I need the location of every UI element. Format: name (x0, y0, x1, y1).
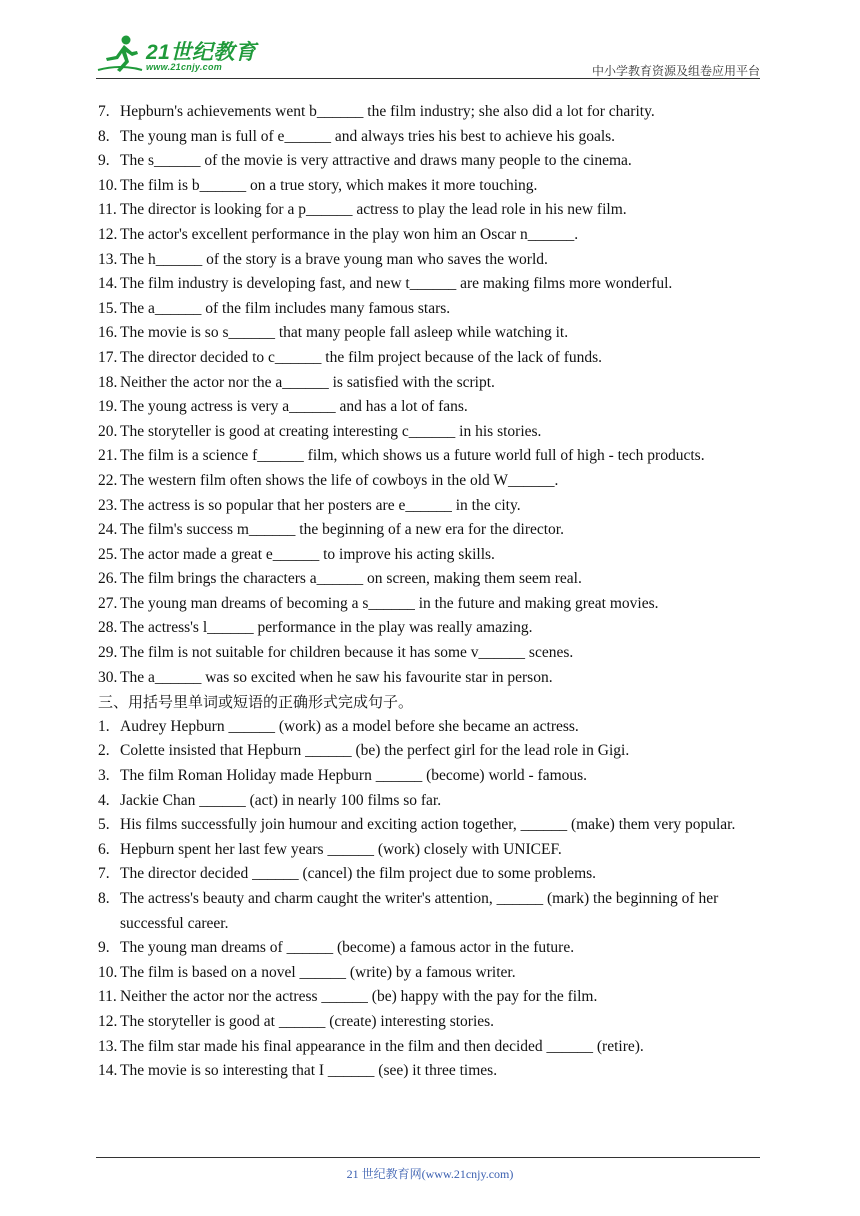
question-item (98, 1035, 758, 1060)
question-item (98, 125, 758, 150)
question-number: 10. (98, 176, 118, 194)
logo-text: 21世纪教育 (146, 41, 257, 64)
question-number: 25. (98, 545, 118, 563)
question-item (98, 666, 758, 691)
question-item (98, 862, 758, 887)
question-item (98, 346, 758, 371)
question-text: The film brings the characters a______ on screen, making them seem real. (120, 570, 582, 588)
question-text: The film Roman Holiday made Hepburn ______ (become) world - famous. (120, 767, 588, 785)
question-item (98, 198, 758, 223)
question-item (98, 543, 758, 568)
question-text: The storyteller is good at ______ (create) interesting stories. (120, 1012, 495, 1030)
question-number: 22. (98, 471, 118, 489)
question-text: The director decided to c______ the film project because of the lack of funds. (120, 348, 603, 366)
question-text: Neither the actor nor the actress ______ (be) happy with the pay for the film. (120, 988, 598, 1006)
question-item (98, 371, 758, 396)
question-item (98, 174, 758, 199)
question-number: 11. (98, 988, 117, 1006)
question-text: The director decided ______ (cancel) the film project due to some problems. (120, 865, 597, 883)
question-number: 12. (98, 225, 118, 243)
question-text: The film is not suitable for children because it has some v______ scenes. (120, 644, 574, 662)
question-number: 5. (98, 816, 110, 834)
question-number: 19. (98, 398, 118, 416)
question-text: The film is a science f______ film, which shows us a future world full of high - tech products. (120, 447, 705, 465)
footer-divider (96, 1157, 760, 1158)
question-number: 28. (98, 619, 118, 637)
question-item (98, 592, 758, 617)
question-number: 18. (98, 373, 118, 391)
question-text: The director is looking for a p______ actress to play the lead role in his new film. (120, 201, 627, 219)
question-text: The s______ of the movie is very attractive and draws many people to the cinema. (120, 152, 632, 170)
question-text: The young man dreams of becoming a s______ in the future and making great movies. (120, 594, 659, 612)
question-text: The h______ of the story is a brave young man who saves the world. (120, 250, 548, 268)
question-text: The film industry is developing fast, and new t______ are making films more wonderful. (120, 275, 673, 293)
question-text: The film star made his final appearance in the film and then decided ______ (retire). (120, 1037, 644, 1055)
question-number: 9. (98, 939, 110, 957)
question-item (98, 272, 758, 297)
question-text: Neither the actor nor the a______ is satisfied with the script. (120, 373, 495, 391)
question-number: 26. (98, 570, 118, 588)
question-item (98, 494, 758, 519)
question-item (98, 887, 758, 936)
question-text: Hepburn's achievements went b______ the film industry; she also did a lot for charity. (120, 103, 655, 120)
question-number: 30. (98, 668, 118, 686)
question-number: 7. (98, 865, 110, 883)
question-text: The a______ of the film includes many famous stars. (120, 299, 451, 317)
section-heading: 三、用括号里单词或短语的正确形式完成句子。 (98, 693, 414, 712)
question-text: Hepburn spent her last few years ______ (work) closely with UNICEF. (120, 840, 562, 858)
question-number: 21. (98, 447, 118, 465)
page-header (96, 34, 760, 78)
question-item (98, 813, 758, 838)
question-item (98, 1059, 758, 1084)
question-item (98, 469, 758, 494)
question-number: 12. (98, 1012, 118, 1030)
question-item (98, 321, 758, 346)
question-item (98, 395, 758, 420)
question-number: 11. (98, 201, 117, 219)
question-text: The film's success m______ the beginning of a new era for the director. (120, 521, 564, 539)
question-item (98, 985, 758, 1010)
question-number: 13. (98, 250, 118, 268)
question-number: 8. (98, 890, 110, 907)
question-number: 8. (98, 127, 110, 145)
page-footer: 21 世纪教育网(www.21cnjy.com) (346, 1167, 514, 1181)
question-number: 7. (98, 103, 110, 120)
question-text: The film is b______ on a true story, which makes it more touching. (120, 176, 538, 194)
question-text: The young man dreams of ______ (become) a famous actor in the future. (120, 939, 575, 957)
question-number: 15. (98, 299, 118, 317)
question-text: The movie is so interesting that I ______ (see) it three times. (120, 1062, 498, 1080)
runner-logo-icon (96, 34, 144, 78)
site-logo (96, 34, 266, 78)
header-divider (96, 78, 760, 79)
question-number: 27. (98, 594, 118, 612)
question-text: The actress's l______ performance in the play was really amazing. (120, 619, 533, 637)
question-number: 29. (98, 644, 118, 662)
question-item (98, 149, 758, 174)
question-text: The actress's beauty and charm caught the writer's attention, ______ (mark) the beginning of her successful career. (120, 890, 719, 932)
header-tagline: 中小学教育资源及组卷应用平台 (591, 64, 760, 78)
question-item (98, 420, 758, 445)
logo-url: www.21cnjy.com (146, 62, 223, 72)
question-text: The movie is so s______ that many people fall asleep while watching it. (120, 324, 569, 342)
question-text: Jackie Chan ______ (act) in nearly 100 films so far. (120, 791, 442, 809)
question-item (98, 641, 758, 666)
question-number: 10. (98, 963, 118, 981)
question-number: 14. (98, 275, 118, 293)
question-item (98, 616, 758, 641)
question-number: 9. (98, 152, 110, 170)
question-number: 2. (98, 742, 110, 760)
question-item (98, 297, 758, 322)
question-item (98, 789, 758, 814)
question-item (98, 1010, 758, 1035)
question-number: 14. (98, 1062, 118, 1080)
question-item (98, 936, 758, 961)
question-text: The actress is so popular that her posters are e______ in the city. (120, 496, 521, 514)
question-text: The storyteller is good at creating interesting c______ in his stories. (120, 422, 542, 440)
question-number: 24. (98, 521, 118, 539)
question-text: The western film often shows the life of cowboys in the old W______. (120, 471, 559, 489)
question-item (98, 444, 758, 469)
worksheet-content (98, 100, 758, 1084)
question-item (98, 838, 758, 863)
question-text: The young man is full of e______ and always tries his best to achieve his goals. (120, 127, 616, 145)
question-number: 23. (98, 496, 118, 514)
question-text: Colette insisted that Hepburn ______ (be) the perfect girl for the lead role in Gigi. (120, 742, 630, 760)
question-item (98, 764, 758, 789)
question-number: 1. (98, 717, 110, 735)
question-number: 20. (98, 422, 118, 440)
question-item (98, 715, 758, 740)
question-text: His films successfully join humour and exciting action together, ______ (make) them very popular. (120, 816, 736, 834)
question-item (98, 248, 758, 273)
question-text: Audrey Hepburn ______ (work) as a model before she became an actress. (120, 717, 579, 735)
question-number: 3. (98, 767, 110, 785)
question-number: 13. (98, 1037, 118, 1055)
question-text: The actor's excellent performance in the play won him an Oscar n______. (120, 225, 579, 243)
question-item (98, 518, 758, 543)
question-item (98, 100, 758, 125)
question-item (98, 739, 758, 764)
question-item (98, 223, 758, 248)
question-text: The a______ was so excited when he saw his favourite star in person. (120, 668, 553, 686)
question-number: 17. (98, 348, 118, 366)
question-text: The actor made a great e______ to improve his acting skills. (120, 545, 495, 563)
question-item (98, 567, 758, 592)
question-number: 6. (98, 840, 110, 858)
question-item (98, 961, 758, 986)
question-text: The young actress is very a______ and has a lot of fans. (120, 398, 468, 416)
question-text: The film is based on a novel ______ (write) by a famous writer. (120, 963, 516, 981)
question-number: 4. (98, 791, 110, 809)
question-number: 16. (98, 324, 118, 342)
